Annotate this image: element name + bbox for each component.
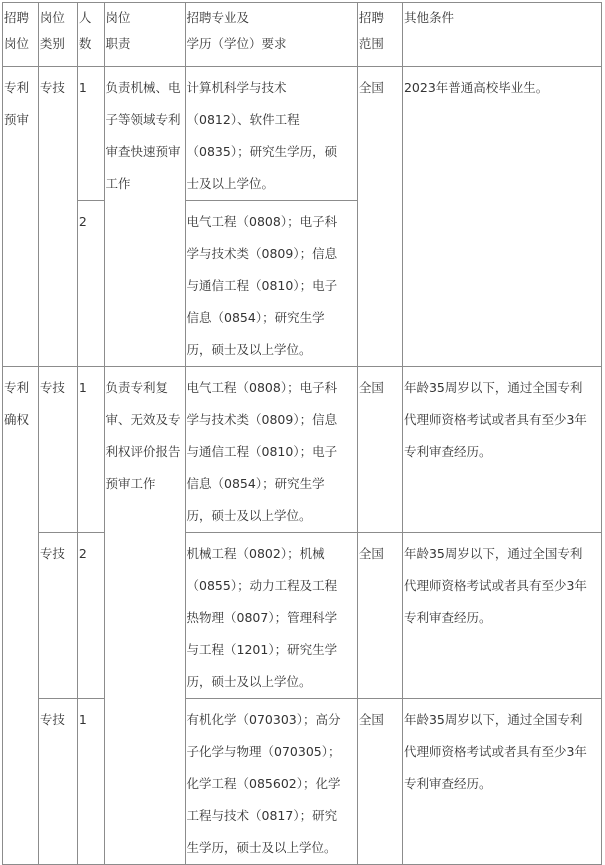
header-scope: 招聘 范围 [357, 3, 402, 67]
header-duty: 岗位 职责 [104, 3, 185, 67]
table-row [3, 699, 602, 865]
cell-major: 电气工程（0808）；电子科 学与技术类（0809）；信息 与通信工程（0810）；电子 信息（0854）；研究生学 历，硕士及以上学位。 [185, 367, 357, 533]
cell-position: 专利 确权 [3, 367, 39, 865]
header-count: 人数 [77, 3, 104, 67]
cell-scope: 全国 [357, 367, 402, 533]
header-category: 岗位 类别 [38, 3, 77, 67]
cell-duty: 负责机械、电 子等领域专利 审查快速预审 工作 [104, 67, 185, 367]
cell-other: 年龄35周岁以下，通过全国专利 代理师资格考试或者具有至少3年 专利审查经历。 [402, 699, 601, 865]
cell-position: 专利 预审 [3, 67, 39, 367]
table-row [3, 533, 602, 699]
header-position: 招聘 岗位 [3, 3, 39, 67]
cell-scope: 全国 [357, 699, 402, 865]
header-row [3, 3, 602, 67]
cell-major: 电气工程（0808）；电子科 学与技术类（0809）；信息 与通信工程（0810）；电子 信息（0854）；研究生学 历，硕士及以上学位。 [185, 201, 357, 367]
cell-major: 计算机科学与技术 （0812）、软件工程 （0835）；研究生学历，硕 士及以上学位。 [185, 67, 357, 201]
cell-count: 1 [77, 67, 104, 201]
cell-category: 专技 [38, 533, 77, 699]
table-row [3, 67, 602, 201]
cell-major: 机械工程（0802）；机械 （0855）；动力工程及工程 热物理（0807）；管理科学 与工程（1201）；研究生学 历，硕士及以上学位。 [185, 533, 357, 699]
cell-count: 1 [77, 699, 104, 865]
table-row [3, 367, 602, 533]
header-major: 招聘专业及 学历（学位）要求 [185, 3, 357, 67]
cell-other: 年龄35周岁以下，通过全国专利 代理师资格考试或者具有至少3年 专利审查经历。 [402, 533, 601, 699]
cell-category: 专技 [38, 67, 77, 367]
cell-scope: 全国 [357, 67, 402, 367]
cell-other: 2023年普通高校毕业生。 [402, 67, 601, 367]
cell-category: 专技 [38, 367, 77, 533]
cell-count: 1 [77, 367, 104, 533]
cell-count: 2 [77, 201, 104, 367]
cell-category: 专技 [38, 699, 77, 865]
cell-scope: 全国 [357, 533, 402, 699]
cell-duty: 负责专利复 审、无效及专 利权评价报告 预审工作 [104, 367, 185, 865]
recruitment-table [2, 2, 602, 865]
header-other: 其他条件 [402, 3, 601, 67]
cell-major: 有机化学（070303）；高分 子化学与物理（070305）； 化学工程（085602）；化学 工程与技术（0817）；研究 生学历，硕士及以上学位。 [185, 699, 357, 865]
cell-other: 年龄35周岁以下，通过全国专利 代理师资格考试或者具有至少3年 专利审查经历。 [402, 367, 601, 533]
cell-count: 2 [77, 533, 104, 699]
